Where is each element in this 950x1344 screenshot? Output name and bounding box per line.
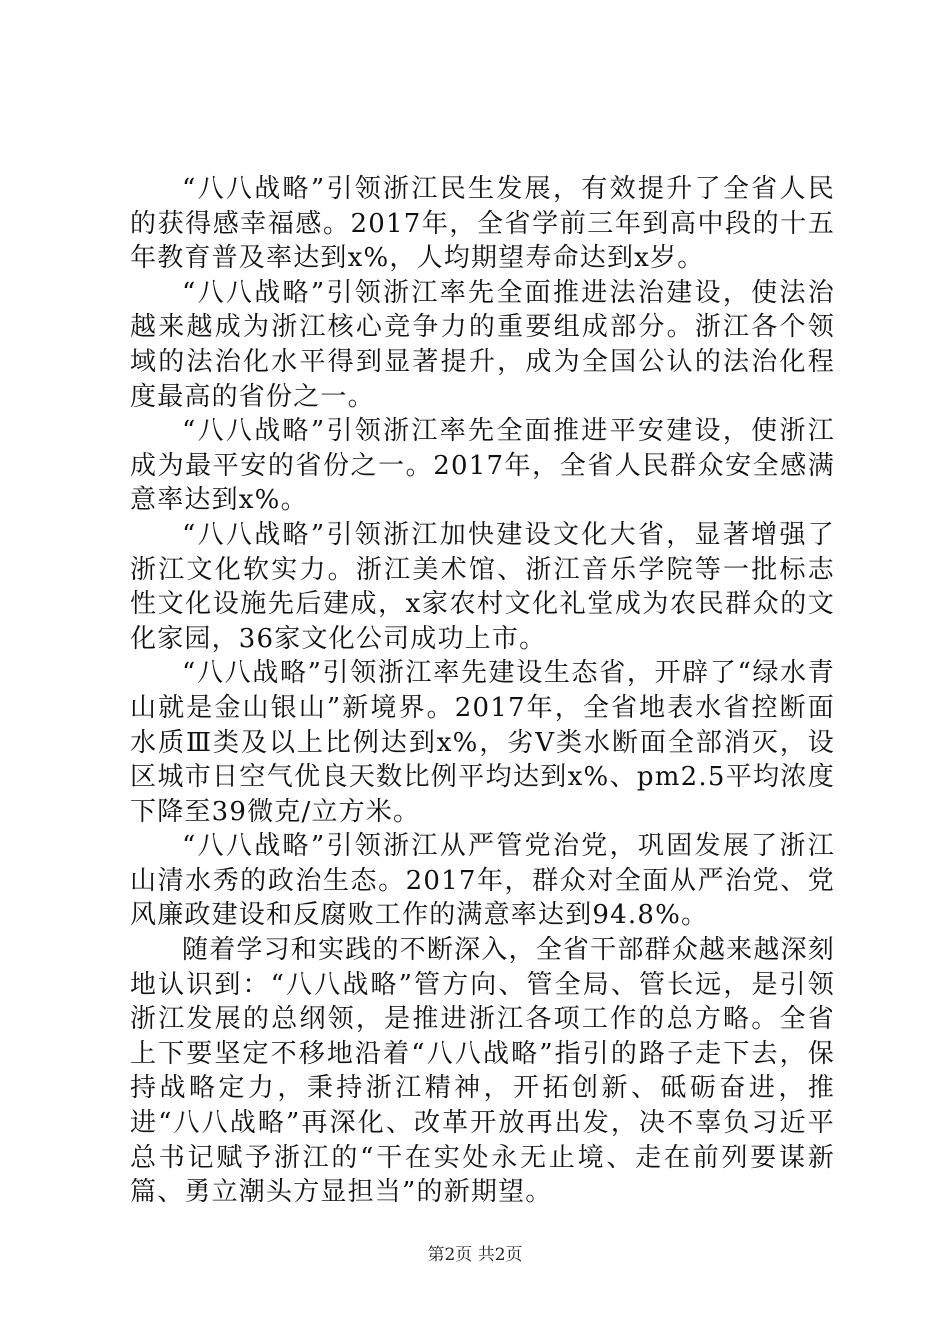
paragraph-conclusion: 随着学习和实践的不断深入，全省干部群众越来越深刻地认识到：“八八战略”管方向、管全局、管长远，是引领浙江发展的总纲领，是推进浙江各项工作的总方略。全省上下要坚定不移地沿着“八八战略”指引的路子走下去，保持战略定力，秉持浙江精神，开拓创新、砥砺奋进，推进“八八战略”再深化、改革开放再出发，决不辜负习近平总书记赋予浙江的“干在实处永无止境、走在前列要谋新篇、勇立潮头方显担当”的新期望。 [130,935,835,1208]
paragraph-culture: “八八战略”引领浙江加快建设文化大省，显著增强了浙江文化软实力。浙江美术馆、浙江音乐学院等一批标志性文化设施先后建成，x家农村文化礼堂成为农民群众的文化家园，36家文化公司成功上市。 [130,519,835,654]
paragraph-ecology: “八八战略”引领浙江率先建设生态省，开辟了“绿水青山就是金山银山”新境界。2017年，全省地表水省控断面水质Ⅲ类及以上比例达到x%，劣Ⅴ类水断面全部消灭，设区城市日空气优良天数比例平均达到x%、pm2.5平均浓度下降至39微克/立方米。 [130,658,835,827]
paragraph-public-safety: “八八战略”引领浙江率先全面推进平安建设，使浙江成为最平安的省份之一。2017年，全省人民群众安全感满意率达到x%。 [130,416,835,516]
document-body [130,172,835,1210]
paragraph-rule-of-law: “八八战略”引领浙江率先全面推进法治建设，使法治越来越成为浙江核心竞争力的重要组成部分。浙江各个领域的法治化水平得到显著提升，成为全国公认的法治化程度最高的省份之一。 [130,277,835,412]
page-number-footer: 第2页 共2页 [427,1245,523,1265]
paragraph-livelihood: “八八战略”引领浙江民生发展，有效提升了全省人民的获得感幸福感。2017年，全省学前三年到高中段的十五年教育普及率达到x%，人均期望寿命达到x岁。 [130,174,835,274]
paragraph-party-governance: “八八战略”引领浙江从严管党治党，巩固发展了浙江山清水秀的政治生态。2017年，群众对全面从严治党、党风廉政建设和反腐败工作的满意率达到94.8%。 [130,831,835,931]
